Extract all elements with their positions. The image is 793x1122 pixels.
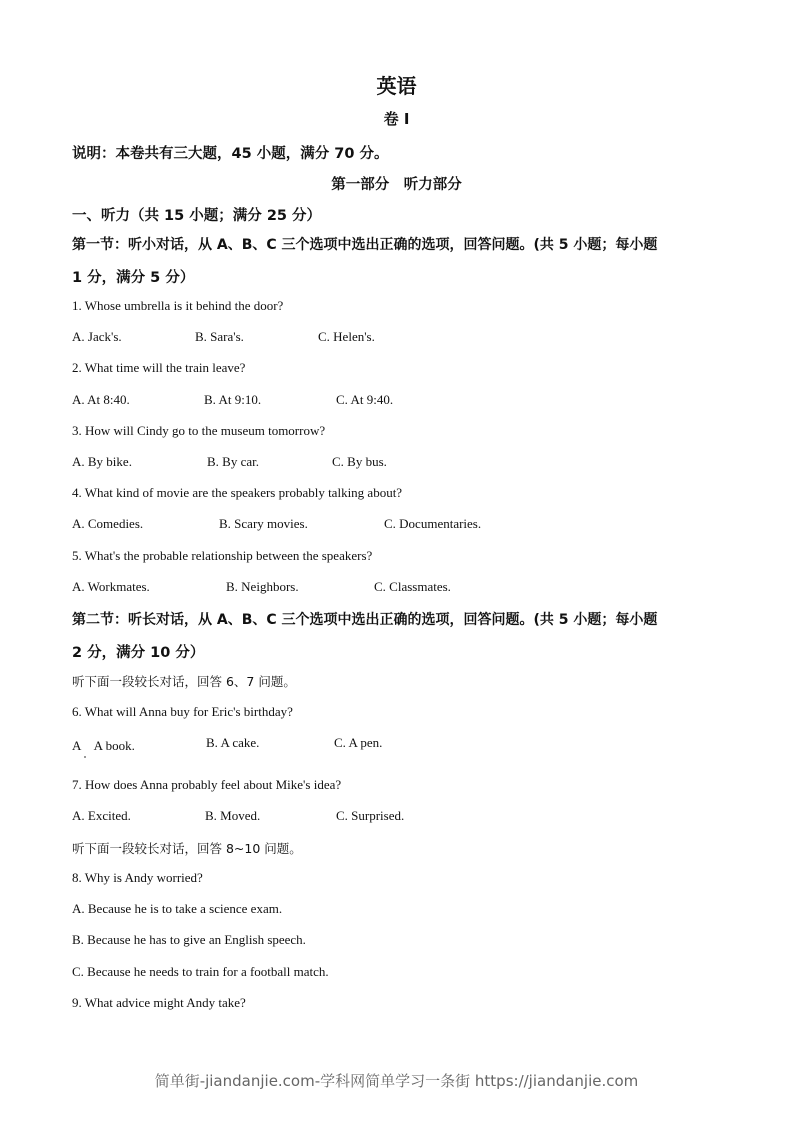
question-6: 6. What will Anna buy for Eric's birthday? [72,704,293,719]
note-questions-6-7: 听下面一段较长对话，回答 6、7 问题。 [72,674,296,689]
question-5: 5. What's the probable relationship between the speakers? [72,548,373,563]
subsection-one-line1: 第一节：听小对话，从 A、B、C 三个选项中选出正确的选项，回答问题。(共 5 小题；每小题 [72,237,658,253]
question-2-option-b: B. At 9:10. [204,392,262,407]
subsection-one-line2: 1 分，满分 5 分） [72,270,195,286]
question-4-option-a: A. Comedies. [72,516,144,531]
page-title: 英语 [376,74,417,98]
stray-mark [84,756,86,758]
question-6-option-a: A A book. [72,738,135,753]
part-title: 第一部分 听力部分 [331,177,462,193]
question-1: 1. Whose umbrella is it behind the door? [72,298,284,313]
question-7-option-b: B. Moved. [205,808,261,823]
question-2-option-c: C. At 9:40. [336,392,394,407]
question-2: 2. What time will the train leave? [72,360,246,375]
watermark-footer: 简单街-jiandanjie.com-学科网简单学习一条街 https://jiandanjie.com [154,1072,639,1090]
question-8-option-a: A. Because he is to take a science exam. [72,901,283,916]
question-1-option-b: B. Sara's. [195,329,244,344]
section-heading-listening: 一、听力（共 15 小题；满分 25 分） [72,208,322,224]
subsection-two-line2: 2 分，满分 10 分） [72,645,205,661]
question-4-option-c: C. Documentaries. [384,516,482,531]
volume-label: 卷 I [383,110,410,128]
question-6-option-c: C. A pen. [334,735,383,750]
question-5-option-c: C. Classmates. [374,579,451,594]
question-4-option-b: B. Scary movies. [219,516,308,531]
question-6-option-b: B. A cake. [206,735,260,750]
note-questions-8-10: 听下面一段较长对话，回答 8~10 问题。 [72,841,302,856]
question-3-option-b: B. By car. [207,454,259,469]
question-7: 7. How does Anna probably feel about Mike's idea? [72,777,342,792]
question-5-option-a: A. Workmates. [72,579,150,594]
question-8: 8. Why is Andy worried? [72,870,203,885]
question-3: 3. How will Cindy go to the museum tomorrow? [72,423,326,438]
question-9: 9. What advice might Andy take? [72,995,246,1010]
question-7-option-a: A. Excited. [72,808,131,823]
question-8-option-b: B. Because he has to give an English speech. [72,932,306,947]
question-3-option-a: A. By bike. [72,454,132,469]
question-8-option-c: C. Because he needs to train for a football match. [72,964,329,979]
question-1-option-a: A. Jack's. [72,329,122,344]
subsection-two-line1: 第二节：听长对话，从 A、B、C 三个选项中选出正确的选项，回答问题。(共 5 小题；每小题 [72,612,658,628]
question-1-option-c: C. Helen's. [318,329,375,344]
question-7-option-c: C. Surprised. [336,808,405,823]
question-5-option-b: B. Neighbors. [226,579,299,594]
question-3-option-c: C. By bus. [332,454,387,469]
question-4: 4. What kind of movie are the speakers probably talking about? [72,485,403,500]
question-2-option-a: A. At 8:40. [72,392,130,407]
instructions: 说明：本卷共有三大题，45 小题，满分 70 分。 [72,146,389,162]
